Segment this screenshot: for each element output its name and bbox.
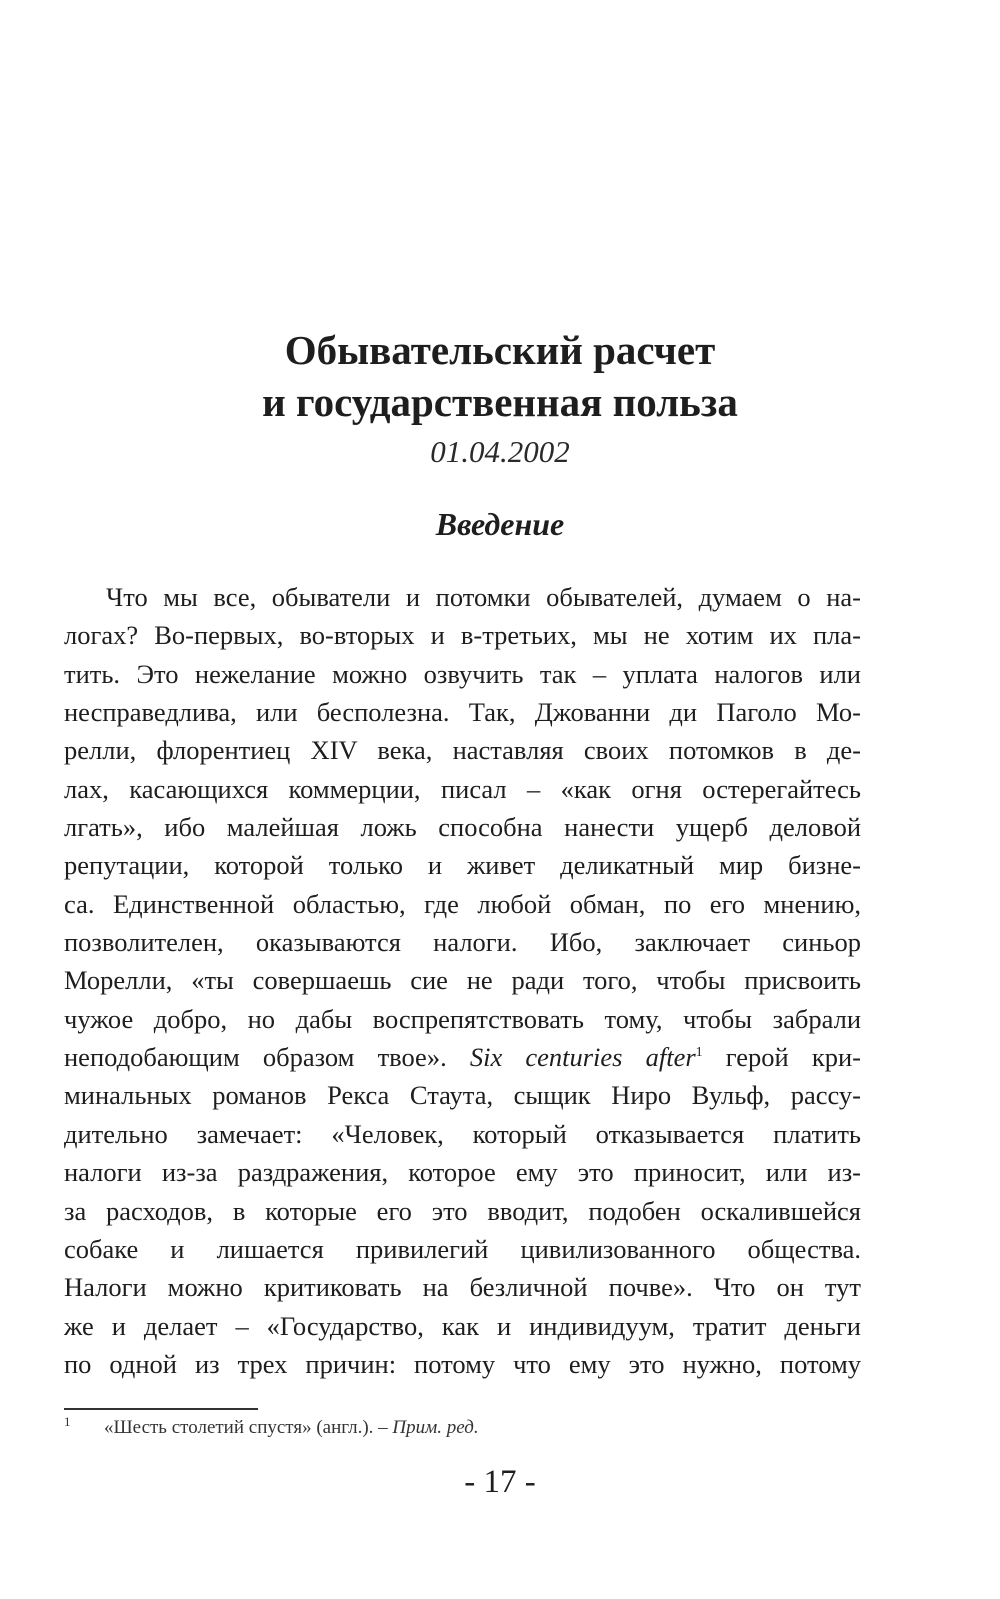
body-text xyxy=(64,578,861,1383)
body-line: дительно замечает: «Человек, который отказывается платить xyxy=(64,1118,861,1149)
body-line: са. Единственной областью, где любой обман, по его мнению, xyxy=(64,888,861,919)
body-line: логах? Во-первых, во-вторых и в-третьих, мы не хотим их пла- xyxy=(64,620,861,651)
article-date: 01.04.2002 xyxy=(430,434,570,469)
body-line: тить. Это нежелание можно озвучить так – уплата налогов или xyxy=(64,658,861,689)
body-line-with-footnote xyxy=(64,1038,861,1076)
page-number: - 17 - xyxy=(464,1464,536,1500)
footnote-text: «Шесть столетий спустя» (англ.). – xyxy=(104,1417,388,1438)
italic-phrase: Six centuries after xyxy=(469,1042,696,1073)
section-heading: Введение xyxy=(435,506,565,542)
body-line: налоги из-за раздражения, которое ему это приносит, или из- xyxy=(64,1157,861,1188)
body-line: по одной из трех причин: потому что ему это нужно, потому xyxy=(64,1348,861,1379)
body-line: несправедлива, или бесполезна. Так, Джованни ди Паголо Мо- xyxy=(64,697,861,728)
body-line: Что мы все, обыватели и потомки обывателей, думаем о на- xyxy=(106,582,861,612)
page-title xyxy=(0,324,1000,428)
body-line: чужое добро, но дабы воспрепятствовать тому, чтобы забрали xyxy=(64,1003,861,1034)
footnote: 1 «Шесть столетий спустя» (англ.). – Прим. ред. xyxy=(64,1413,479,1438)
footnote-divider xyxy=(64,1408,258,1410)
body-line: Налоги можно критиковать на безличной почве». Что он тут xyxy=(64,1272,861,1303)
body-line: лгать», ибо малейшая ложь способна нанести ущерб деловой xyxy=(64,812,861,843)
body-line: минальных романов Рекса Стаута, сыщик Ниро Вульф, рассу- xyxy=(64,1080,861,1111)
title-line-1: Обывательский расчет xyxy=(284,327,716,373)
body-line: релли, флорентиец XIV века, наставляя своих потомков в де- xyxy=(64,735,861,766)
body-line: за расходов, в которые его это вводит, подобен оскалившейся xyxy=(64,1195,861,1226)
body-line: же и делает – «Государство, как и индивидуум, тратит деньги xyxy=(64,1310,861,1341)
body-line: лах, касающихся коммерции, писал – «как огня остерегайтесь xyxy=(64,773,861,804)
title-line-2: и государственная польза xyxy=(262,379,738,425)
body-line: собаке и лишается привилегий цивилизованного общества. xyxy=(64,1233,861,1264)
footnote-editor-note: Прим. ред. xyxy=(392,1417,479,1438)
footnote-reference[interactable]: 1 xyxy=(695,1045,703,1061)
body-line: репутации, которой только и живет деликатный мир бизне- xyxy=(64,850,861,881)
body-line: позволителен, оказываются налоги. Ибо, заключает синьор xyxy=(64,927,861,958)
line-text-after: герой кри- xyxy=(725,1042,861,1073)
body-line: Морелли, «ты совершаешь сие не ради того, чтобы присвоить xyxy=(64,965,861,996)
line-text-before: неподобающим образом твое». xyxy=(64,1042,447,1073)
